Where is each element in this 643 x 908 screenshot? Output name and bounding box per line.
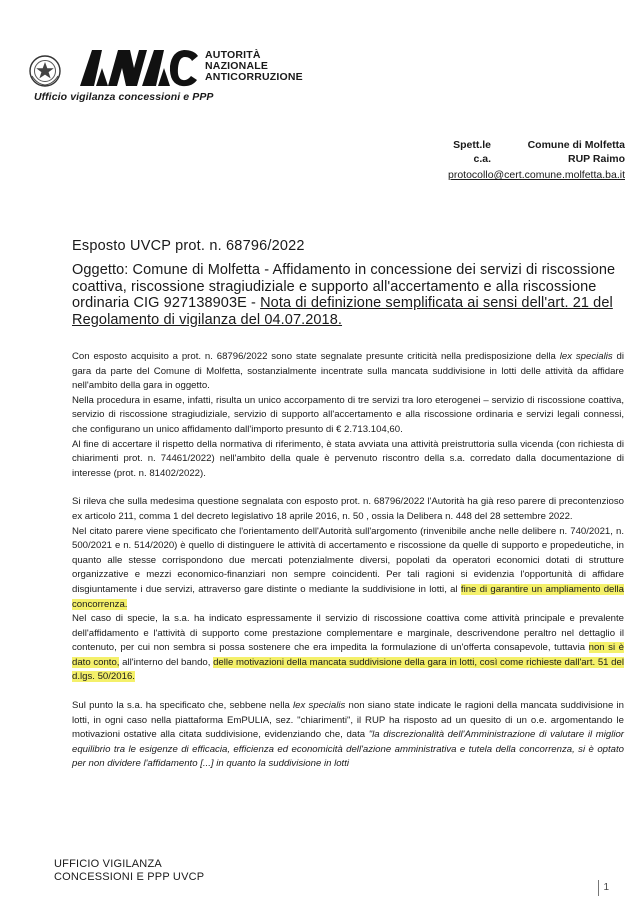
p7-italic-1: lex specialis: [293, 700, 346, 712]
p7-text-b: non siano state indicate le ragioni della mancata suddivisione in lotti, in ogni caso nella piattaforma EmPULIA, sez. "chiarimenti", il RUP ha risposto ad un quesito di un o.e. argomentando le motivazioni ostative alla citata suddivisione, evidenziando che, data: [72, 700, 624, 741]
p6-highlight-1: non si è dato conto,: [72, 642, 625, 668]
recipients-block: [435, 138, 625, 182]
footer-office: [54, 858, 204, 884]
p6-highlight-2: delle motivazioni della mancata suddivisione della gara in lotti, così come richieste dall'art. 51 del d.lgs. 50/2016.: [72, 656, 624, 683]
recipient-cc-label: c.a.: [473, 153, 491, 165]
authority-line-3: ANTICORRUZIONE: [205, 71, 303, 83]
paragraph-5: [72, 525, 624, 613]
document-title: Esposto UVCP prot. n. 68796/2022: [72, 238, 305, 254]
recipient-row: [435, 138, 625, 152]
recipient-to-label: Spett.le: [453, 139, 491, 151]
authority-name: [205, 50, 303, 83]
paragraph-1: [72, 350, 624, 394]
subject-line: [72, 262, 620, 328]
p5-text: Nel citato parere viene specificato che l'orientamento dell'Autorità sull'argomento (rinvenibile anche nelle delibere n. 740/2021, n. 500/2021 e n. 514/2020) è quello di distinguere le attività di accertamento e riscossione da quelle di supporto e propedeutiche, in quanto alle stesse corrispondono due mercati potenzialmente diversi, popolati da operatori economici dotati di strutture organizzative e mezzi economico-finanziari non sempre coincidenti. Per tali ragioni si evidenzia l'opportunità di affidare disgiuntamente i due servizi, attraverso gare distinte o mediante la suddivisione in lotti, al: [72, 525, 624, 595]
p7-text-a: Sul punto la s.a. ha specificato che, sebbene nella: [72, 700, 294, 712]
subject-underlined-text: Nota di definizione semplificata ai sensi dell'art. 21 del Regolamento di vigilanza del 04.07.2018.: [72, 295, 613, 328]
authority-line-2: NAZIONALE: [205, 60, 269, 72]
paragraph-6: [72, 612, 624, 685]
recipient-to-value: Comune di Molfetta: [527, 139, 625, 151]
document-body: [72, 350, 624, 772]
p6-text-b: all'interno del bando,: [119, 656, 214, 668]
p6-text-a: Nel caso di specie, la s.a. ha indicato espressamente il servizio di riscossione coattiva come attività principale e prevalente dell'affidamento e l'attività di supporto come prestazione complementare e marginale, descrivendone peraltro nel dettaglio il contenuto, per cui non sembra si possa sostenere che era impedita la formulazione di un'offerta consapevole, tuttavia: [72, 613, 624, 654]
recipient-cc-value: RUP Raimo: [568, 153, 625, 165]
anac-logo: [78, 48, 200, 88]
footer-line-2: CONCESSIONI E PPP UVCP: [54, 871, 205, 883]
p7-italic-2: "la discrezionalità dell'Amministrazione di valutare il miglior equilibrio tra le esigenze di efficacia, efficienza ed economicità dell'azione amministrativa e tutela della concorrenza, si è optato per non dividere l'affidamento [...] in quanto la suddivisione in lotti: [72, 729, 624, 770]
recipient-cc-row: [435, 152, 625, 166]
paragraph-3: Al fine di accertare il rispetto della normativa di riferimento, è stata avviata una attività preistruttoria sulla vicenda (con richiesta di chiarimenti prot. n. 74461/2022) nell'ambito della quale è pervenuto riscontro della s.a. corredato dalla documentazione di interesse (prot. n. 81402/2022).: [72, 438, 624, 479]
paragraph-2: Nella procedura in esame, infatti, risulta un unico accorpamento di tre servizi tra loro eterogenei – servizio di riscossione coattiva, servizio di riscossione stragiudiziale, servizio di supporto all'accertamento e alla riscossione ordinaria e servizi legali connessi, che configurano un unico affidamento dall'importo presunto di € 2.713.104,60.: [72, 394, 624, 435]
office-name: Ufficio vigilanza concessioni e PPP: [34, 91, 214, 103]
authority-line-1: AUTORITÀ: [205, 49, 261, 61]
italian-republic-emblem-icon: [28, 54, 62, 88]
p1-text-b: di gara da parte del Comune di Molfetta, sostanzialmente incentrate sulla mancata suddivisione in lotti delle attività da affidare nell'ambito della gara in oggetto.: [72, 351, 624, 392]
page-number-divider: [598, 880, 599, 896]
paragraph-7: [72, 699, 624, 772]
p1-italic: lex specialis: [559, 351, 613, 362]
page-number: 1: [603, 882, 609, 893]
p5-highlight: fine di garantire un ampliamento della concorrenza.: [72, 583, 624, 610]
paragraph-4: Si rileva che sulla medesima questione segnalata con esposto prot. n. 68796/2022 l'Autorità ha già reso parere di precontenzioso ex articolo 211, comma 1 del decreto legislativo 18 aprile 2016, n. 50 , ossia la Delibera n. 448 del 28 settembre 2022.: [72, 496, 624, 522]
footer-line-1: UFFICIO VIGILANZA: [54, 858, 162, 870]
p1-text-a: Con esposto acquisito a prot. n. 68796/2022 sono state segnalate presunte criticità nella predisposizione della: [72, 351, 560, 362]
recipient-email-link[interactable]: protocollo@cert.comune.molfetta.ba.it: [448, 169, 625, 181]
subject-text: Oggetto: Comune di Molfetta - Affidamento in concessione dei servizi di riscossione coattiva, riscossione stragiudiziale e supporto all'accertamento e alla riscossione ordinaria CIG 927138903E -: [72, 262, 616, 311]
